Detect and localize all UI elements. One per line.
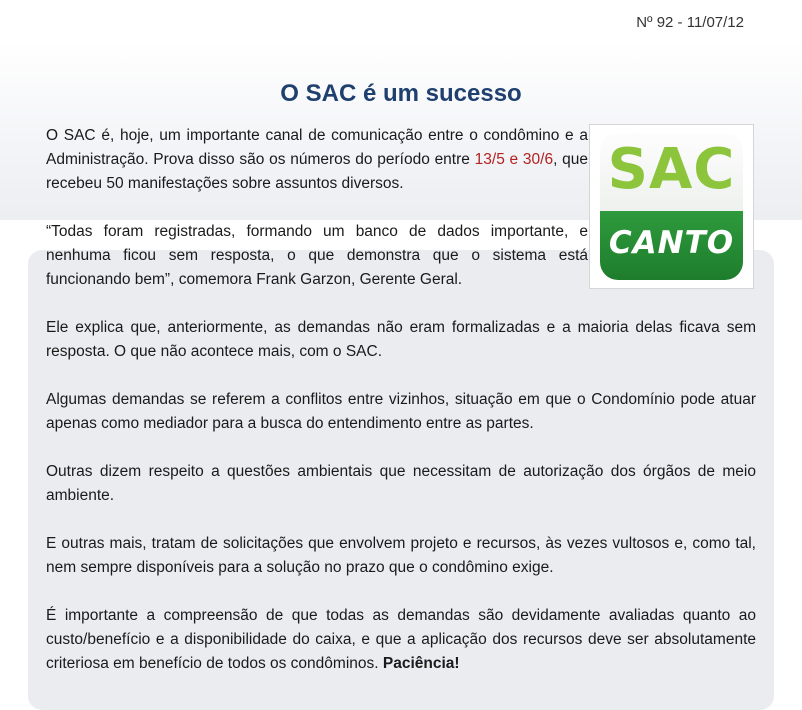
- paragraph-1-text-a: O SAC é, hoje, um importante canal de comunicação entre o condômino e a Administração. Prova disso são os números do período entre: [46, 127, 588, 168]
- logo-canto-text: CANTO: [608, 225, 735, 261]
- paragraph-6: E outras mais, tratam de solicitações que envolvem projeto e recursos, às vezes vultosos e, como tal, nem sempre disponíveis para a solução no prazo que o condômino exige.: [46, 535, 756, 576]
- paragraph-2: “Todas foram registradas, formando um banco de dados importante, e nenhuma ficou sem resposta, o que demonstra que o sistema está funcionando bem”, comemora Frank Garzon, Gerente Geral.: [46, 223, 588, 288]
- logo-badge: [600, 133, 743, 280]
- period-dates: 13/5 e 30/6: [474, 151, 554, 168]
- closing-emphasis: Paciência!: [382, 655, 460, 672]
- paragraph-4: Algumas demandas se referem a conflitos entre vizinhos, situação em que o Condomínio pode atuar apenas como mediador para a busca do entendimento entre as partes.: [46, 391, 756, 432]
- paragraph-1-text-b: , que recebeu 50 manifestações sobre assuntos diversos.: [46, 151, 588, 192]
- sac-canto-logo: [589, 124, 754, 289]
- logo-bottom-band: [600, 211, 743, 280]
- article-title: O SAC é um sucesso: [280, 80, 522, 107]
- issue-number-date: Nº 92 - 11/07/12: [636, 14, 744, 31]
- paragraph-3: Ele explica que, anteriormente, as demandas não eram formalizadas e a maioria delas ficava sem resposta. O que não acontece mais, com o SAC.: [46, 319, 756, 360]
- logo-sac-text: SAC: [607, 137, 736, 202]
- paragraph-7-text: É importante a compreensão de que todas as demandas são devidamente avaliadas quanto ao custo/benefício e a disponibilidade do caixa, e que a aplicação dos recursos deve ser absolutamente criteriosa em benefício de todos os condôminos.: [46, 607, 756, 672]
- paragraph-5: Outras dizem respeito a questões ambientais que necessitam de autorização dos órgãos de meio ambiente.: [46, 463, 756, 504]
- paragraph-7: [46, 604, 756, 676]
- logo-top-band: [600, 133, 743, 211]
- paragraph-1: [46, 124, 588, 196]
